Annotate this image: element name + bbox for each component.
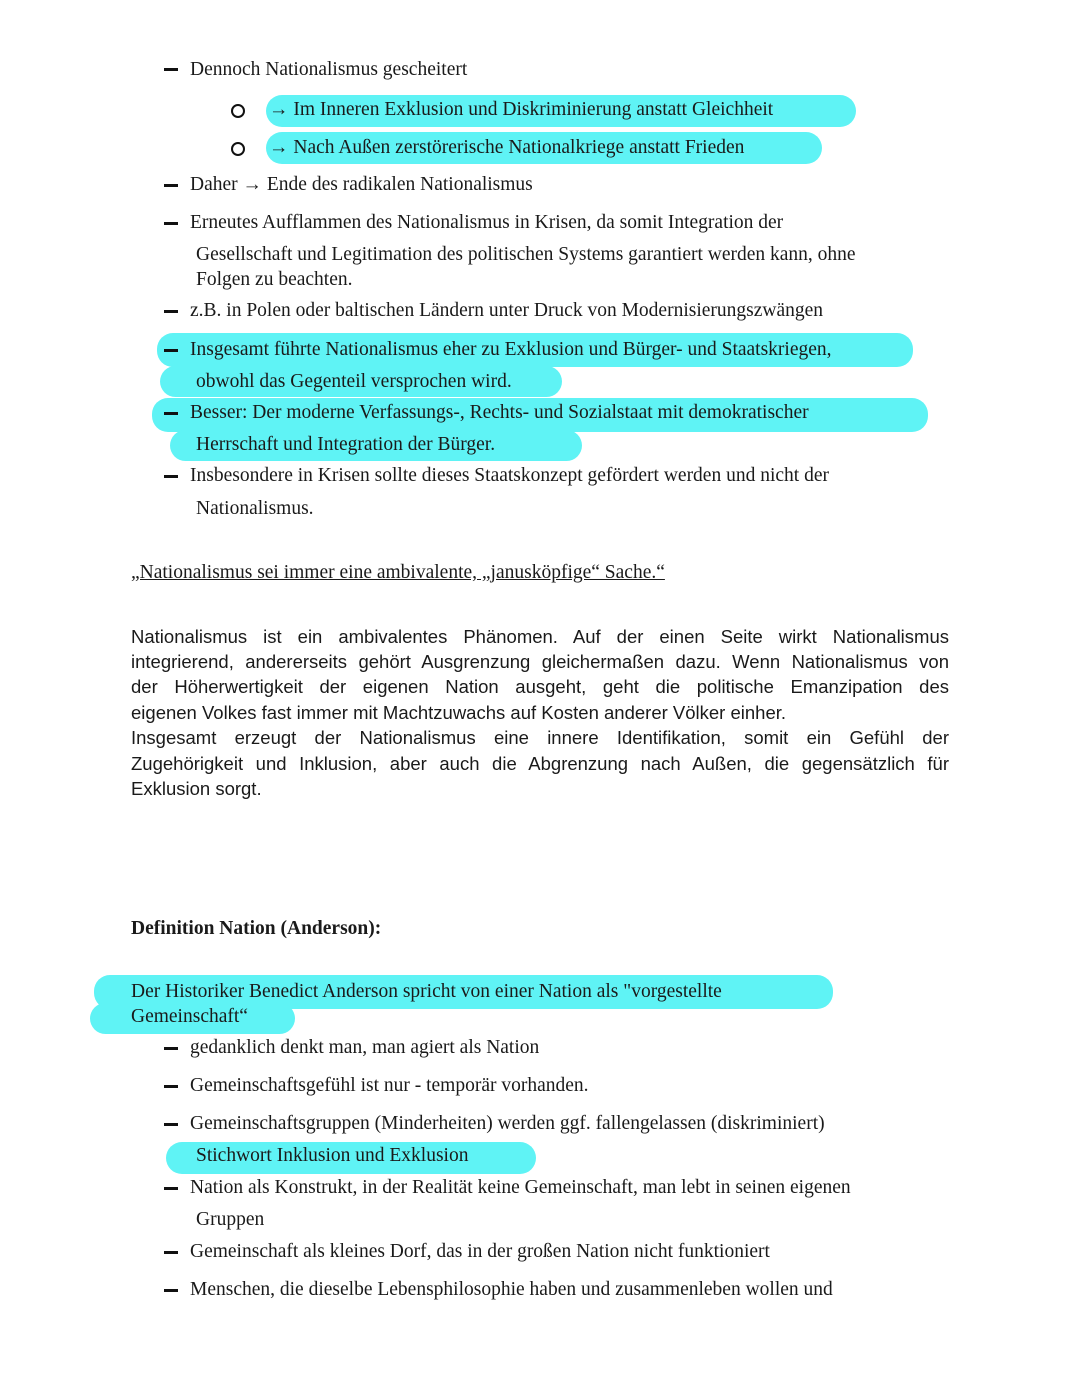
paragraph-line: Insgesamt erzeugt der Nationalismus eine innere Identifikation, somit ein Gefühl der — [131, 727, 949, 748]
bullet-text: Menschen, die dieselbe Lebensphilosophie haben und zusammenleben wollen und — [190, 1279, 833, 1300]
bullet-text-continued: Gesellschaft und Legitimation des politischen Systems garantiert werden kann, ohne — [196, 244, 856, 265]
bullet-text: Gemeinschaftsgruppen (Minderheiten) werden ggf. fallengelassen (diskriminiert) — [190, 1113, 825, 1134]
bullet-dash — [164, 1085, 178, 1088]
bullet-text-continued: Nationalismus. — [196, 498, 314, 519]
bullet-dash — [164, 310, 178, 313]
definition-heading: Definition Nation (Anderson): — [131, 918, 382, 939]
bullet-text: z.B. in Polen oder baltischen Ländern unter Druck von Modernisierungszwängen — [190, 300, 824, 321]
paragraph-line: Zugehörigkeit und Inklusion, aber auch die Abgrenzung nach Außen, die gegensätzlich für — [131, 753, 949, 774]
bullet-text-continued: Folgen zu beachten. — [196, 269, 353, 290]
bullet-dash — [164, 412, 178, 415]
circle-bullet — [231, 142, 245, 156]
bullet-dash — [164, 1123, 178, 1126]
bullet-dash — [164, 1289, 178, 1292]
bullet-text-continued: Stichwort Inklusion und Exklusion — [196, 1145, 469, 1166]
bullet-text: Gemeinschaft als kleines Dorf, das in der großen Nation nicht funktioniert — [190, 1241, 770, 1262]
bullet-text: Daher → Ende des radikalen Nationalismus — [190, 174, 533, 195]
bullet-text-continued: Gruppen — [196, 1209, 265, 1230]
paragraph-line: der Höherwertigkeit der eigenen Nation ausgeht, geht die politische Emanzipation des — [131, 676, 949, 697]
definition-text: Der Historiker Benedict Anderson spricht von einer Nation als "vorgestellte — [131, 981, 722, 1002]
bullet-dash — [164, 222, 178, 225]
bullet-dash — [164, 1251, 178, 1254]
bullet-text: Dennoch Nationalismus gescheitert — [190, 59, 468, 80]
bullet-dash — [164, 475, 178, 478]
bullet-text: Gemeinschaftsgefühl ist nur - temporär vorhanden. — [190, 1075, 589, 1096]
bullet-text: gedanklich denkt man, man agiert als Nation — [190, 1037, 540, 1058]
bullet-text: Erneutes Aufflammen des Nationalismus in Krisen, da somit Integration der — [190, 212, 784, 233]
paragraph-line: integrierend, andererseits gehört Ausgrenzung gleichermaßen dazu. Wenn Nationalismus von — [131, 651, 949, 672]
sub-bullet-text: → Nach Außen zerstörerische Nationalkriege anstatt Frieden — [269, 137, 745, 158]
paragraph-line: Nationalismus ist ein ambivalentes Phänomen. Auf der einen Seite wirkt Nationalismus — [131, 626, 949, 647]
bullet-text-continued: obwohl das Gegenteil versprochen wird. — [196, 371, 512, 392]
bullet-dash — [164, 1047, 178, 1050]
bullet-text: Insbesondere in Krisen sollte dieses Staatskonzept gefördert werden und nicht der — [190, 465, 829, 486]
bullet-dash — [164, 349, 178, 352]
circle-bullet — [231, 104, 245, 118]
bullet-text-continued: Herrschaft und Integration der Bürger. — [196, 434, 496, 455]
definition-text: Gemeinschaft“ — [131, 1006, 248, 1027]
bullet-text: Insgesamt führte Nationalismus eher zu Exklusion und Bürger- und Staatskriegen, — [190, 339, 832, 360]
bullet-text: Nation als Konstrukt, in der Realität keine Gemeinschaft, man lebt in seinen eigenen — [190, 1177, 851, 1198]
bullet-dash — [164, 184, 178, 187]
paragraph-line: Exklusion sorgt. — [131, 778, 262, 799]
bullet-text: Besser: Der moderne Verfassungs-, Rechts- und Sozialstaat mit demokratischer — [190, 402, 809, 423]
bullet-dash — [164, 68, 178, 71]
quote-heading: „Nationalismus sei immer eine ambivalente, „janusköpfige“ Sache.“ — [131, 562, 665, 583]
sub-bullet-text: → Im Inneren Exklusion und Diskriminierung anstatt Gleichheit — [269, 99, 774, 120]
bullet-dash — [164, 1187, 178, 1190]
paragraph-line: eigenen Volkes fast immer mit Machtzuwachs auf Kosten anderer Völker einher. — [131, 702, 787, 723]
